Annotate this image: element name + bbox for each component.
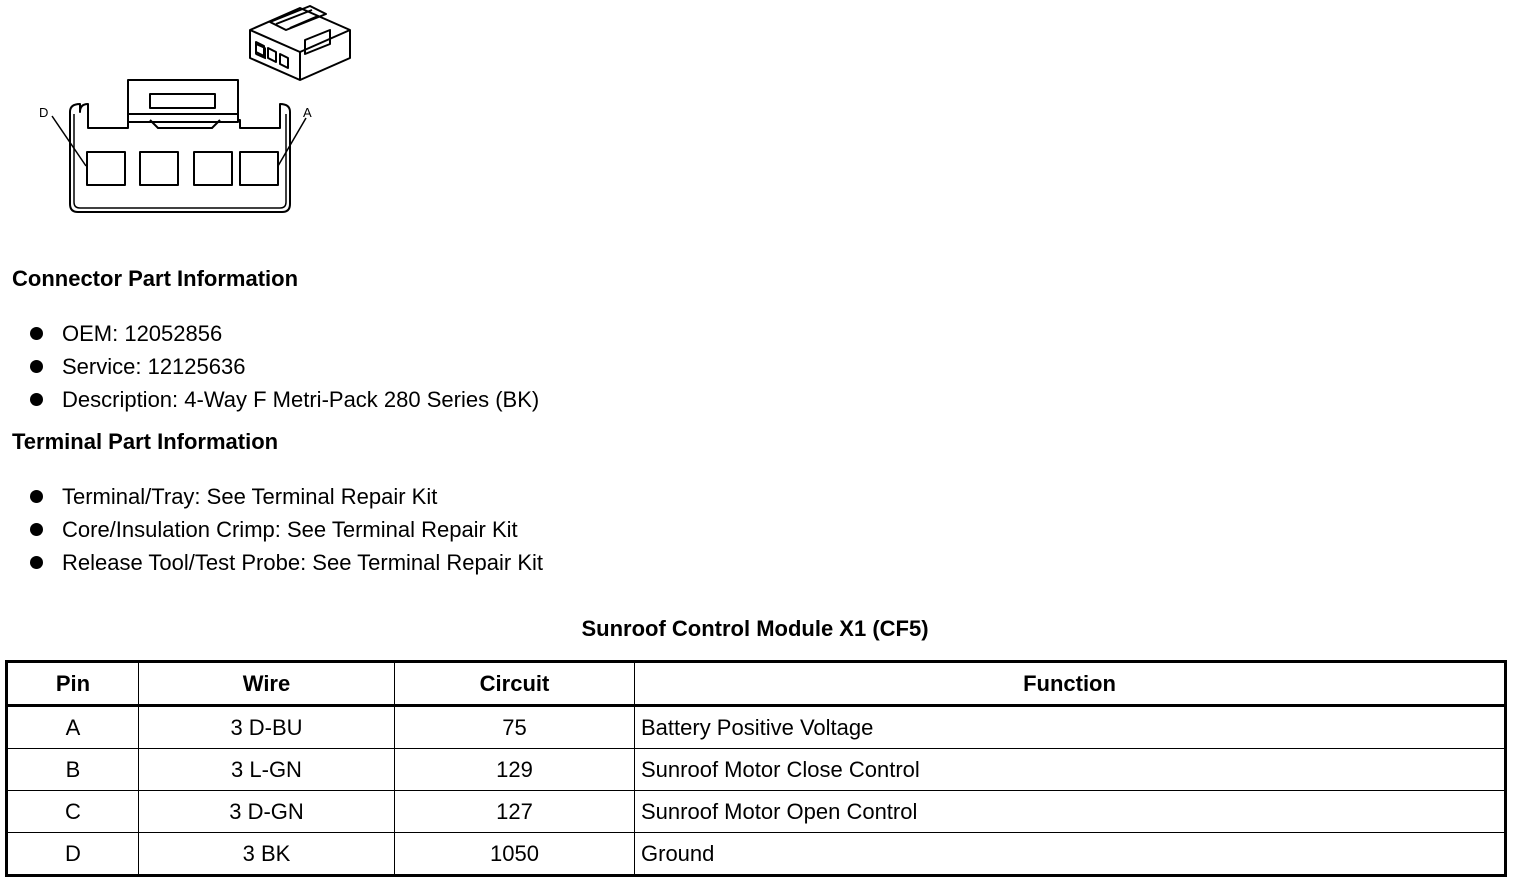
column-header-function: Function <box>635 662 1506 706</box>
connector-diagram <box>0 0 400 230</box>
cell-function: Battery Positive Voltage <box>635 706 1506 749</box>
cell-circuit: 75 <box>395 706 635 749</box>
cell-wire: 3 L-GN <box>139 749 395 791</box>
pinout-table <box>5 660 1507 877</box>
cell-function: Sunroof Motor Close Control <box>635 749 1506 791</box>
list-item: Terminal/Tray: See Terminal Repair Kit <box>28 480 543 513</box>
connector-part-list <box>28 317 539 416</box>
terminal-part-list <box>28 480 543 579</box>
cavity-a <box>240 152 278 185</box>
cell-circuit: 129 <box>395 749 635 791</box>
table-header-row <box>7 662 1506 706</box>
cell-pin: D <box>7 833 139 876</box>
pin-label-d: D <box>39 105 49 120</box>
connector-part-heading: Connector Part Information <box>12 266 299 291</box>
terminal-part-heading: Terminal Part Information <box>12 429 279 454</box>
connector-front-view <box>52 80 306 212</box>
table-row <box>7 791 1506 833</box>
table-row <box>7 833 1506 876</box>
cell-function: Sunroof Motor Open Control <box>635 791 1506 833</box>
column-header-circuit: Circuit <box>395 662 635 706</box>
table-row <box>7 706 1506 749</box>
column-header-pin: Pin <box>7 662 139 706</box>
list-item: Release Tool/Test Probe: See Terminal Repair Kit <box>28 546 543 579</box>
cavity-d <box>87 152 125 185</box>
table-title: Sunroof Control Module X1 (CF5) <box>581 616 929 641</box>
list-item: Core/Insulation Crimp: See Terminal Repair Kit <box>28 513 543 546</box>
cell-pin: B <box>7 749 139 791</box>
list-item: OEM: 12052856 <box>28 317 539 350</box>
table-row <box>7 749 1506 791</box>
cavity-b <box>194 152 232 185</box>
column-header-wire: Wire <box>139 662 395 706</box>
cell-circuit: 127 <box>395 791 635 833</box>
cell-wire: 3 D-BU <box>139 706 395 749</box>
cell-wire: 3 BK <box>139 833 395 876</box>
cell-function: Ground <box>635 833 1506 876</box>
cavity-c <box>140 152 178 185</box>
cell-pin: A <box>7 706 139 749</box>
pin-label-a: A <box>303 105 312 120</box>
cell-circuit: 1050 <box>395 833 635 876</box>
list-item: Description: 4-Way F Metri-Pack 280 Series (BK) <box>28 383 539 416</box>
connector-isometric-icon <box>250 6 350 80</box>
cell-pin: C <box>7 791 139 833</box>
list-item: Service: 12125636 <box>28 350 539 383</box>
cell-wire: 3 D-GN <box>139 791 395 833</box>
